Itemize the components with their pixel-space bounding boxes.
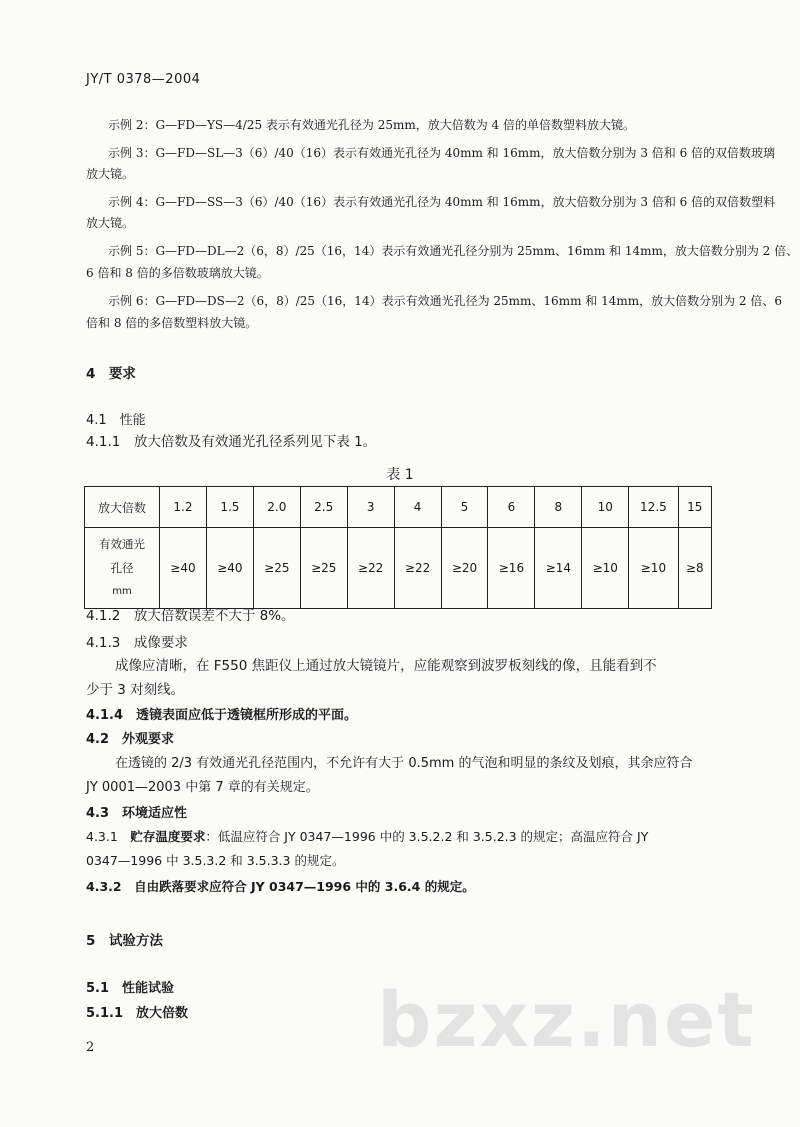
table-cell-aperture: ≥16 [488, 528, 535, 609]
table-cell-magnification: 2.0 [253, 487, 300, 528]
section-4-1-1-text: 4.1.1 放大倍数及有效通光孔径系列见下表 1。 [86, 434, 377, 450]
section-4-1-2-text: 4.1.2 放大倍数误差不大于 8%。 [86, 608, 295, 624]
table-cell-aperture: ≥40 [160, 528, 207, 609]
table-cell-magnification: 1.5 [206, 487, 253, 528]
table-cell-magnification: 3 [347, 487, 394, 528]
section-4-3-1-title: 贮存温度要求 [130, 829, 206, 844]
example-2-line: 示例 2：G—FD—YS—4/25 表示有效通光孔径为 25mm，放大倍数为 4 倍的单倍数塑料放大镜。 [108, 118, 635, 132]
table-cell-magnification: 15 [678, 487, 711, 528]
section-4-3-1-body: ：低温应符合 JY 0347—1996 中的 3.5.2.2 和 3.5.2.3 的规定；高温应符合 JY [205, 829, 649, 844]
aperture-header-unit: mm [112, 586, 132, 597]
section-4-3-2-text: 4.3.2 自由跌落要求应符合 JY 0347—1996 中的 3.6.4 的规定。 [86, 879, 475, 894]
section-4-1-3-heading: 4.1.3 成像要求 [86, 635, 188, 651]
section-4-2-text-1: 在透镜的 2/3 有效通光孔径范围内，不允许有大于 0.5mm 的气泡和明显的条纹及划痕，其余应符合 [115, 756, 693, 771]
table-header-aperture [85, 528, 160, 609]
table-cell-magnification: 12.5 [629, 487, 678, 528]
table-cell-magnification: 2.5 [300, 487, 347, 528]
table-cell-magnification: 6 [488, 487, 535, 528]
section-4-2-heading: 4.2 外观要求 [86, 732, 175, 747]
table-cell-magnification: 8 [535, 487, 582, 528]
section-4-3-heading: 4.3 环境适应性 [86, 806, 188, 821]
example-6-line-1: 示例 6：G—FD—DS—2（6，8）/25（16，14）表示有效通光孔径为 25mm、16mm 和 14mm，放大倍数分别为 2 倍、6 [108, 294, 783, 308]
table-cell-aperture: ≥25 [300, 528, 347, 609]
example-5-line-2: 6 倍和 8 倍的多倍数玻璃放大镜。 [86, 266, 269, 280]
table-cell-aperture: ≥10 [629, 528, 678, 609]
example-4-line-2: 放大镜。 [86, 216, 135, 230]
table-cell-magnification: 1.2 [160, 487, 207, 528]
aperture-header-line-1: 有效通光 [99, 537, 145, 551]
table-cell-aperture: ≥22 [347, 528, 394, 609]
table-cell-aperture: ≥14 [535, 528, 582, 609]
table-cell-aperture: ≥8 [678, 528, 711, 609]
aperture-header-line-2: 孔径 [110, 561, 134, 575]
example-4-line-1: 示例 4：G—FD—SS—3（6）/40（16）表示有效通光孔径为 40mm 和 16mm，放大倍数分别为 3 倍和 6 倍的双倍数塑料 [108, 195, 776, 209]
standard-number-header: JY/T 0378—2004 [86, 72, 201, 87]
section-4-1-3-text-2: 少于 3 对刻线。 [86, 682, 185, 698]
section-4-1-heading: 4.1 性能 [86, 413, 146, 428]
section-4-1-4-text: 4.1.4 透镜表面应低于透镜框所形成的平面。 [86, 708, 358, 723]
table-cell-aperture: ≥40 [206, 528, 253, 609]
table-cell-magnification: 4 [394, 487, 441, 528]
section-5-heading: 5 试验方法 [86, 933, 163, 949]
watermark: bzxz.net [377, 975, 756, 1064]
table-cell-aperture: ≥10 [582, 528, 629, 609]
table-1-caption: 表 1 [386, 467, 414, 483]
table-cell-magnification: 10 [582, 487, 629, 528]
table-row-aperture [85, 528, 712, 609]
section-4-3-1-text [86, 827, 648, 847]
section-4-heading: 4 要求 [86, 366, 136, 382]
example-3-line-2: 放大镜。 [86, 167, 135, 181]
table-cell-aperture: ≥20 [441, 528, 488, 609]
table-row-magnification [85, 487, 712, 528]
example-6-line-2: 倍和 8 倍的多倍数塑料放大镜。 [86, 316, 258, 330]
table-cell-aperture: ≥25 [253, 528, 300, 609]
table-header-magnification: 放大倍数 [85, 487, 160, 528]
section-4-1-3-text-1: 成像应清晰，在 F550 焦距仪上通过放大镜镜片，应能观察到波罗板刻线的像，且能看到不 [115, 658, 657, 674]
section-4-2-text-2: JY 0001—2003 中第 7 章的有关规定。 [86, 780, 319, 795]
table-cell-aperture: ≥22 [394, 528, 441, 609]
section-5-1-1-heading: 5.1.1 放大倍数 [86, 1006, 189, 1021]
example-5-line-1: 示例 5：G—FD—DL—2（6，8）/25（16，14）表示有效通光孔径分别为 25mm、16mm 和 14mm，放大倍数分别为 2 倍、 [108, 244, 799, 258]
page-number: 2 [86, 1040, 95, 1055]
section-4-3-1-text-2: 0347—1996 中 3.5.3.2 和 3.5.3.3 的规定。 [86, 853, 345, 868]
section-5-1-heading: 5.1 性能试验 [86, 981, 175, 996]
example-3-line-1: 示例 3：G—FD—SL—3（6）/40（16）表示有效通光孔径为 40mm 和 16mm，放大倍数分别为 3 倍和 6 倍的双倍数玻璃 [108, 146, 776, 160]
table-cell-magnification: 5 [441, 487, 488, 528]
table-1 [84, 486, 712, 609]
section-4-3-1-number: 4.3.1 [86, 829, 131, 844]
